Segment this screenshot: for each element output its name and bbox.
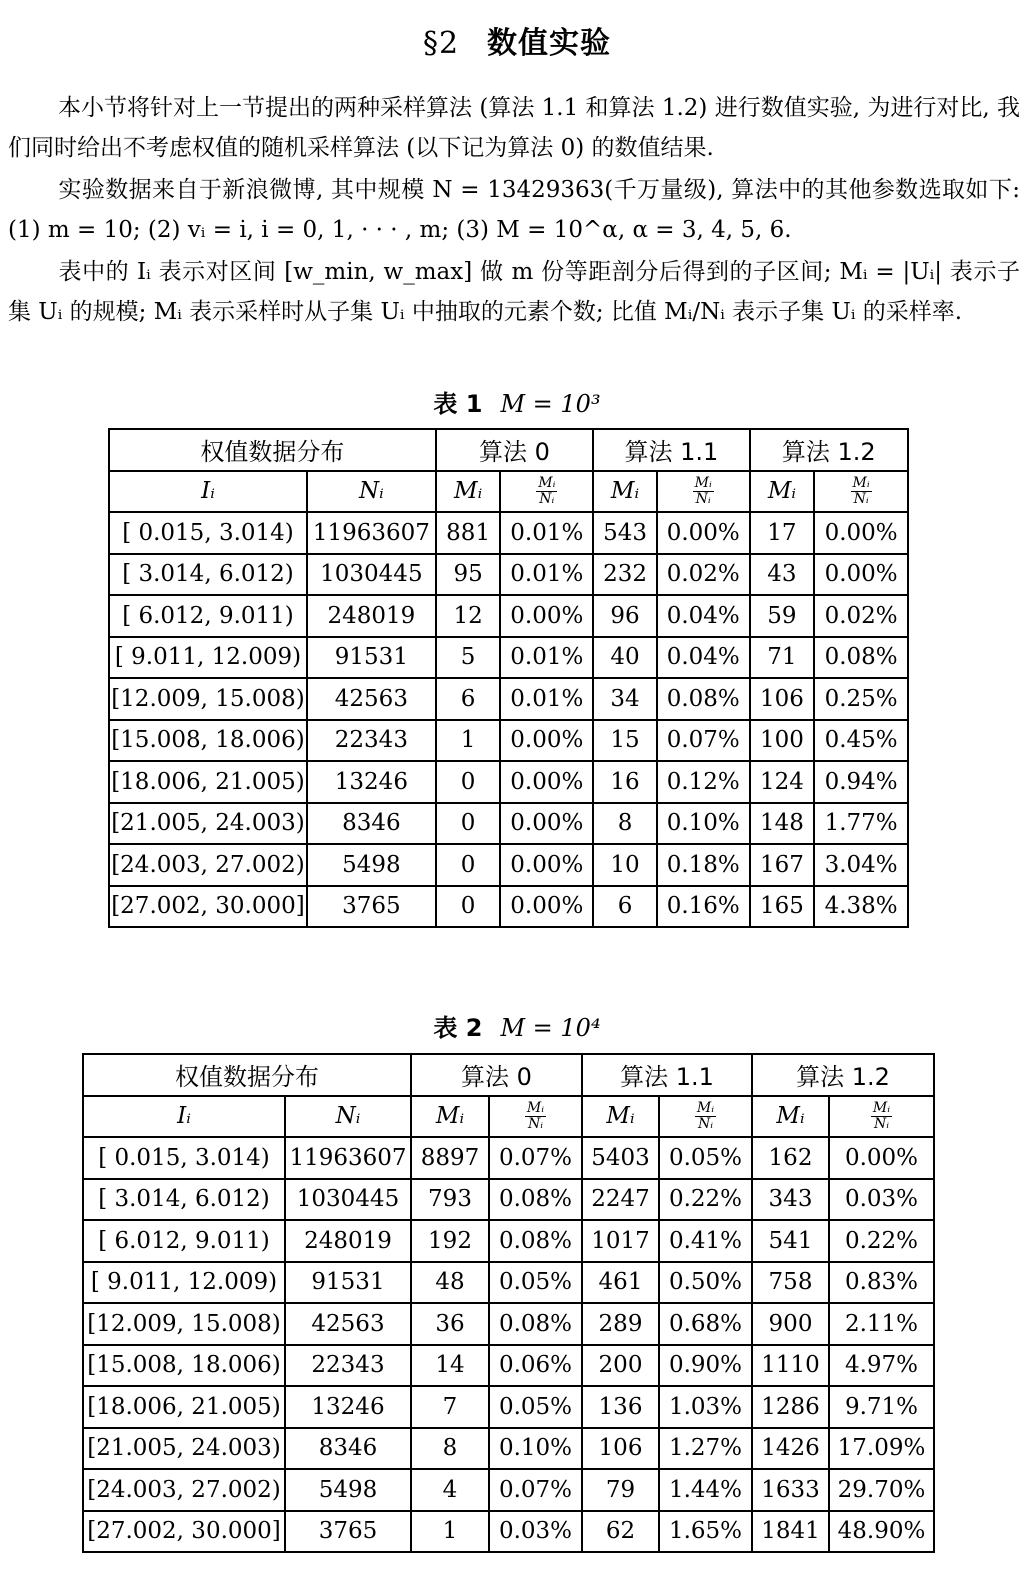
alg11-ratio-cell: 1.44%: [659, 1469, 752, 1511]
alg12-m-cell: 1633: [752, 1469, 829, 1511]
alg12-ratio-cell: 0.00%: [829, 1137, 934, 1179]
alg12-ratio-cell: 0.22%: [829, 1220, 934, 1262]
alg12-m-cell: 1426: [752, 1428, 829, 1470]
alg12-ratio-cell: 0.08%: [814, 637, 908, 679]
paragraph-data-source: [8, 170, 1020, 250]
table-row: [83, 1303, 934, 1345]
alg12-ratio-cell: 29.70%: [829, 1469, 934, 1511]
alg0-m-cell: 7: [411, 1386, 489, 1428]
interval-cell: [18.006, 21.005): [109, 761, 307, 803]
header-algorithm-1-1: 算法 1.1: [582, 1054, 752, 1096]
alg12-ratio-cell: 9.71%: [829, 1386, 934, 1428]
n-cell: 22343: [285, 1345, 411, 1387]
alg11-ratio-cell: 0.07%: [657, 720, 750, 762]
table-row: [109, 637, 908, 679]
table-row: [83, 1220, 934, 1262]
alg12-ratio-cell: 4.97%: [829, 1345, 934, 1387]
col-ratio: [500, 471, 593, 513]
alg0-m-cell: 8: [411, 1428, 489, 1470]
table-1-caption: [0, 384, 1034, 419]
alg0-m-cell: 192: [411, 1220, 489, 1262]
alg12-m-cell: 900: [752, 1303, 829, 1345]
alg0-m-cell: 12: [436, 595, 501, 637]
alg0-m-cell: 6: [436, 678, 501, 720]
alg11-m-cell: 1017: [582, 1220, 659, 1262]
n-cell: 248019: [285, 1220, 411, 1262]
col-ratio: [829, 1096, 934, 1138]
alg11-m-cell: 136: [582, 1386, 659, 1428]
alg0-m-cell: 95: [436, 554, 501, 596]
interval-cell: [ 9.011, 12.009): [109, 637, 307, 679]
alg11-m-cell: 10: [593, 844, 657, 886]
table-row: [109, 554, 908, 596]
alg12-ratio-cell: 0.03%: [829, 1179, 934, 1221]
alg12-m-cell: 1841: [752, 1511, 829, 1553]
alg11-m-cell: 461: [582, 1262, 659, 1304]
alg0-ratio-cell: 0.08%: [489, 1220, 582, 1262]
alg0-m-cell: 881: [436, 512, 501, 554]
alg12-m-cell: 106: [750, 678, 815, 720]
col-ratio: [659, 1096, 752, 1138]
alg0-m-cell: 0: [436, 803, 501, 845]
alg11-m-cell: 34: [593, 678, 657, 720]
alg11-ratio-cell: 0.10%: [657, 803, 750, 845]
table-row: [83, 1345, 934, 1387]
col-m: Mᵢ: [752, 1096, 829, 1138]
interval-cell: [ 9.011, 12.009): [83, 1262, 285, 1304]
alg12-ratio-cell: 48.90%: [829, 1511, 934, 1553]
table-row: [109, 720, 908, 762]
n-cell: 22343: [307, 720, 436, 762]
col-m: Mᵢ: [436, 471, 501, 513]
alg0-m-cell: 0: [436, 761, 501, 803]
interval-cell: [18.006, 21.005): [83, 1386, 285, 1428]
table-header-row: [83, 1054, 934, 1096]
alg12-m-cell: 167: [750, 844, 815, 886]
alg0-m-cell: 8897: [411, 1137, 489, 1179]
ratio-denominator: Nᵢ: [853, 490, 869, 507]
col-ratio: [489, 1096, 582, 1138]
table-row: [109, 844, 908, 886]
header-algorithm-0: 算法 0: [411, 1054, 582, 1096]
alg11-m-cell: 15: [593, 720, 657, 762]
table-header-row: [109, 429, 908, 471]
alg0-ratio-cell: 0.00%: [500, 886, 593, 928]
alg12-ratio-cell: 1.77%: [814, 803, 908, 845]
alg0-ratio-cell: 0.00%: [500, 803, 593, 845]
col-interval: Iᵢ: [83, 1096, 285, 1138]
alg0-m-cell: 0: [436, 844, 501, 886]
table-row: [83, 1386, 934, 1428]
n-cell: 5498: [285, 1469, 411, 1511]
alg0-ratio-cell: 0.06%: [489, 1345, 582, 1387]
ratio-numerator: Mᵢ: [872, 1099, 891, 1116]
alg12-m-cell: 124: [750, 761, 815, 803]
alg12-ratio-cell: 17.09%: [829, 1428, 934, 1470]
interval-cell: [ 0.015, 3.014): [83, 1137, 285, 1179]
table-2-caption-formula: M = 10⁴: [500, 1014, 601, 1042]
alg0-ratio-cell: 0.10%: [489, 1428, 582, 1470]
n-cell: 42563: [285, 1303, 411, 1345]
alg12-m-cell: 1286: [752, 1386, 829, 1428]
col-ratio: [814, 471, 908, 513]
alg11-ratio-cell: 0.05%: [659, 1137, 752, 1179]
n-cell: 13246: [285, 1386, 411, 1428]
table-2-label: 表 2: [433, 1014, 483, 1042]
ratio-denominator: Nᵢ: [527, 1115, 544, 1132]
interval-cell: [ 6.012, 9.011): [83, 1220, 285, 1262]
header-weight-distribution: 权值数据分布: [83, 1054, 411, 1096]
alg0-m-cell: 793: [411, 1179, 489, 1221]
paragraph-intro-text: 本小节将针对上一节提出的两种采样算法 (算法 1.1 和算法 1.2) 进行数值实验, 为进行对比, 我们同时给出不考虑权值的随机采样算法 (以下记为算法 0) 的数值结果.: [8, 95, 1020, 161]
table-1-label: 表 1: [433, 390, 483, 418]
n-cell: 11963607: [285, 1137, 411, 1179]
alg12-m-cell: 343: [752, 1179, 829, 1221]
col-ratio: [657, 471, 750, 513]
table-2: [82, 1053, 935, 1553]
interval-cell: [15.008, 18.006): [83, 1345, 285, 1387]
alg12-m-cell: 148: [750, 803, 815, 845]
alg11-ratio-cell: 0.04%: [657, 595, 750, 637]
n-cell: 8346: [307, 803, 436, 845]
interval-cell: [27.002, 30.000]: [83, 1511, 285, 1553]
alg0-ratio-cell: 0.00%: [500, 761, 593, 803]
table-row: [83, 1179, 934, 1221]
col-m: Mᵢ: [411, 1096, 489, 1138]
alg11-ratio-cell: 0.02%: [657, 554, 750, 596]
n-cell: 1030445: [285, 1179, 411, 1221]
alg11-ratio-cell: 1.27%: [659, 1428, 752, 1470]
alg11-ratio-cell: 0.90%: [659, 1345, 752, 1387]
alg0-m-cell: 4: [411, 1469, 489, 1511]
header-weight-distribution: 权值数据分布: [109, 429, 436, 471]
alg0-ratio-cell: 0.08%: [489, 1179, 582, 1221]
n-cell: 11963607: [307, 512, 436, 554]
alg12-m-cell: 59: [750, 595, 815, 637]
alg12-ratio-cell: 0.45%: [814, 720, 908, 762]
n-cell: 3765: [285, 1511, 411, 1553]
alg0-m-cell: 5: [436, 637, 501, 679]
n-cell: 1030445: [307, 554, 436, 596]
alg0-ratio-cell: 0.00%: [500, 844, 593, 886]
n-cell: 3765: [307, 886, 436, 928]
alg11-m-cell: 200: [582, 1345, 659, 1387]
alg0-ratio-cell: 0.03%: [489, 1511, 582, 1553]
alg11-ratio-cell: 0.18%: [657, 844, 750, 886]
table-subheader-row: [83, 1096, 934, 1138]
col-m: Mᵢ: [582, 1096, 659, 1138]
alg11-m-cell: 8: [593, 803, 657, 845]
alg0-ratio-cell: 0.00%: [500, 595, 593, 637]
alg11-ratio-cell: 1.65%: [659, 1511, 752, 1553]
alg12-ratio-cell: 0.83%: [829, 1262, 934, 1304]
n-cell: 91531: [307, 637, 436, 679]
header-algorithm-1-2: 算法 1.2: [750, 429, 908, 471]
alg0-m-cell: 1: [411, 1511, 489, 1553]
alg11-ratio-cell: 0.50%: [659, 1262, 752, 1304]
table-1-caption-formula: M = 10³: [500, 390, 601, 418]
ratio-numerator: Mᵢ: [526, 1099, 545, 1116]
interval-cell: [ 0.015, 3.014): [109, 512, 307, 554]
alg11-m-cell: 62: [582, 1511, 659, 1553]
col-n: Nᵢ: [307, 471, 436, 513]
alg12-ratio-cell: 4.38%: [814, 886, 908, 928]
ratio-numerator: Mᵢ: [696, 1099, 715, 1116]
alg0-ratio-cell: 0.05%: [489, 1386, 582, 1428]
interval-cell: [21.005, 24.003): [109, 803, 307, 845]
alg11-ratio-cell: 0.68%: [659, 1303, 752, 1345]
table-row: [109, 886, 908, 928]
alg0-m-cell: 48: [411, 1262, 489, 1304]
table-row: [109, 678, 908, 720]
alg11-m-cell: 6: [593, 886, 657, 928]
ratio-denominator: Nᵢ: [539, 490, 555, 507]
alg12-m-cell: 17: [750, 512, 815, 554]
col-m: Mᵢ: [593, 471, 657, 513]
table-row: [83, 1428, 934, 1470]
alg12-m-cell: 71: [750, 637, 815, 679]
section-title: 数值实验: [487, 26, 612, 61]
n-cell: 42563: [307, 678, 436, 720]
alg11-ratio-cell: 0.16%: [657, 886, 750, 928]
alg12-m-cell: 165: [750, 886, 815, 928]
alg11-ratio-cell: 0.00%: [657, 512, 750, 554]
alg12-ratio-cell: 3.04%: [814, 844, 908, 886]
alg11-ratio-cell: 0.22%: [659, 1179, 752, 1221]
alg0-ratio-cell: 0.08%: [489, 1303, 582, 1345]
header-algorithm-0: 算法 0: [436, 429, 593, 471]
alg12-ratio-cell: 0.94%: [814, 761, 908, 803]
alg0-m-cell: 36: [411, 1303, 489, 1345]
alg12-m-cell: 100: [750, 720, 815, 762]
table-1: [108, 428, 909, 928]
alg0-m-cell: 1: [436, 720, 501, 762]
alg11-m-cell: 543: [593, 512, 657, 554]
interval-cell: [24.003, 27.002): [109, 844, 307, 886]
alg12-ratio-cell: 0.02%: [814, 595, 908, 637]
interval-cell: [12.009, 15.008): [109, 678, 307, 720]
alg11-ratio-cell: 0.12%: [657, 761, 750, 803]
ratio-denominator: Nᵢ: [695, 490, 711, 507]
ratio-numerator: Mᵢ: [852, 474, 870, 491]
table-row: [109, 803, 908, 845]
alg0-m-cell: 0: [436, 886, 501, 928]
alg12-ratio-cell: 2.11%: [829, 1303, 934, 1345]
table-row: [83, 1469, 934, 1511]
interval-cell: [21.005, 24.003): [83, 1428, 285, 1470]
paragraph-data-source-text: 实验数据来自于新浪微博, 其中规模 N = 13429363(千万量级), 算法中的其他参数选取如下: (1) m = 10; (2) vᵢ = i, i = 0, 1, · · · , m; (3) M = 10^α, α = 3, 4, 5, 6.: [8, 177, 1020, 243]
col-m: Mᵢ: [750, 471, 815, 513]
ratio-numerator: Mᵢ: [538, 474, 556, 491]
n-cell: 91531: [285, 1262, 411, 1304]
table-row: [83, 1511, 934, 1553]
section-heading: [0, 18, 1034, 62]
table-row: [109, 595, 908, 637]
alg0-m-cell: 14: [411, 1345, 489, 1387]
alg12-m-cell: 162: [752, 1137, 829, 1179]
paragraph-notation: [8, 252, 1020, 332]
col-interval: Iᵢ: [109, 471, 307, 513]
alg11-m-cell: 232: [593, 554, 657, 596]
n-cell: 248019: [307, 595, 436, 637]
paragraph-notation-text: 表中的 Iᵢ 表示对区间 [w_min, w_max] 做 m 份等距剖分后得到的子区间; Mᵢ = |Uᵢ| 表示子集 Uᵢ 的规模; Mᵢ 表示采样时从子集 Uᵢ 中抽取的元素个数; 比值 Mᵢ/Nᵢ 表示子集 Uᵢ 的采样率.: [8, 259, 1020, 325]
alg0-ratio-cell: 0.05%: [489, 1262, 582, 1304]
interval-cell: [ 3.014, 6.012): [109, 554, 307, 596]
table-subheader-row: [109, 471, 908, 513]
table-row: [83, 1137, 934, 1179]
alg12-m-cell: 758: [752, 1262, 829, 1304]
alg11-ratio-cell: 1.03%: [659, 1386, 752, 1428]
interval-cell: [ 6.012, 9.011): [109, 595, 307, 637]
alg0-ratio-cell: 0.00%: [500, 720, 593, 762]
alg11-m-cell: 96: [593, 595, 657, 637]
header-algorithm-1-1: 算法 1.1: [593, 429, 749, 471]
paragraph-intro: [8, 88, 1020, 168]
interval-cell: [15.008, 18.006): [109, 720, 307, 762]
interval-cell: [12.009, 15.008): [83, 1303, 285, 1345]
alg11-m-cell: 16: [593, 761, 657, 803]
table-row: [109, 512, 908, 554]
alg11-m-cell: 106: [582, 1428, 659, 1470]
alg12-m-cell: 541: [752, 1220, 829, 1262]
ratio-denominator: Nᵢ: [873, 1115, 890, 1132]
alg12-ratio-cell: 0.00%: [814, 512, 908, 554]
interval-cell: [ 3.014, 6.012): [83, 1179, 285, 1221]
alg0-ratio-cell: 0.01%: [500, 678, 593, 720]
table-row: [109, 761, 908, 803]
interval-cell: [27.002, 30.000]: [109, 886, 307, 928]
alg0-ratio-cell: 0.07%: [489, 1469, 582, 1511]
n-cell: 8346: [285, 1428, 411, 1470]
col-n: Nᵢ: [285, 1096, 411, 1138]
alg11-m-cell: 289: [582, 1303, 659, 1345]
alg12-ratio-cell: 0.00%: [814, 554, 908, 596]
alg11-m-cell: 2247: [582, 1179, 659, 1221]
alg0-ratio-cell: 0.07%: [489, 1137, 582, 1179]
n-cell: 5498: [307, 844, 436, 886]
alg11-m-cell: 5403: [582, 1137, 659, 1179]
interval-cell: [24.003, 27.002): [83, 1469, 285, 1511]
alg0-ratio-cell: 0.01%: [500, 512, 593, 554]
alg11-m-cell: 79: [582, 1469, 659, 1511]
ratio-numerator: Mᵢ: [694, 474, 712, 491]
alg12-m-cell: 43: [750, 554, 815, 596]
alg11-m-cell: 40: [593, 637, 657, 679]
alg11-ratio-cell: 0.41%: [659, 1220, 752, 1262]
alg0-ratio-cell: 0.01%: [500, 554, 593, 596]
header-algorithm-1-2: 算法 1.2: [752, 1054, 934, 1096]
alg12-ratio-cell: 0.25%: [814, 678, 908, 720]
alg12-m-cell: 1110: [752, 1345, 829, 1387]
n-cell: 13246: [307, 761, 436, 803]
table-row: [83, 1262, 934, 1304]
table-2-caption: [0, 1008, 1034, 1043]
alg11-ratio-cell: 0.08%: [657, 678, 750, 720]
alg0-ratio-cell: 0.01%: [500, 637, 593, 679]
ratio-denominator: Nᵢ: [697, 1115, 714, 1132]
section-number: §2: [422, 26, 460, 61]
alg11-ratio-cell: 0.04%: [657, 637, 750, 679]
